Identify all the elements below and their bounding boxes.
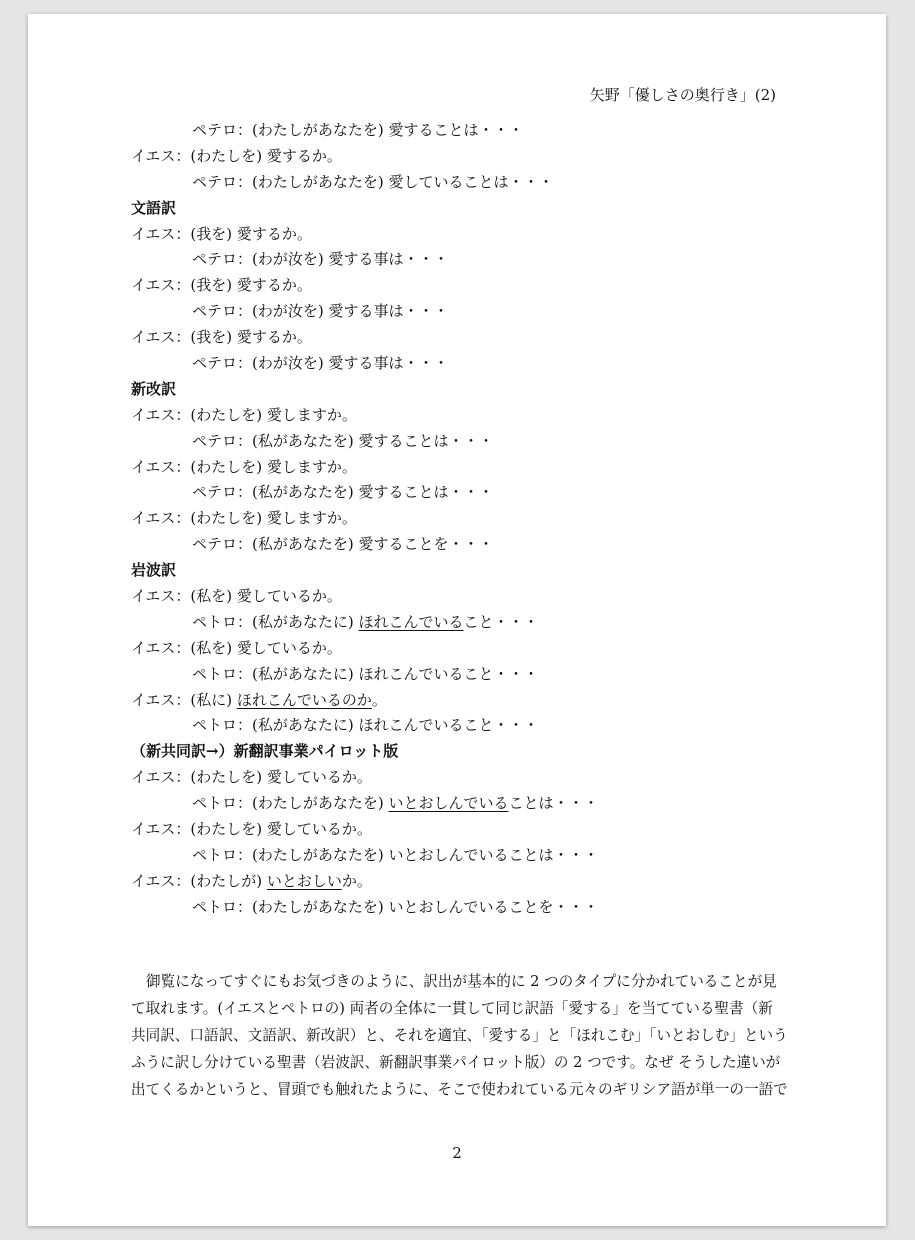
paragraph-line: 出てくるかというと、冒頭でも触れたように、そこで使われている元々のギリシア語が単一の一語で (131, 1081, 788, 1098)
dialogue-line (131, 610, 791, 636)
underlined-phrase: ほれこんでいるのか (236, 690, 372, 709)
document-page (28, 14, 886, 1226)
line-text: か。 (341, 871, 372, 890)
running-header: 矢野「優しさの奥行き」(2) (589, 86, 776, 104)
underlined-phrase: いとおしんでいる (388, 794, 509, 813)
line-text: 文語訳 (131, 198, 177, 217)
dialogue-line (131, 455, 791, 481)
dialogue-line (131, 688, 791, 714)
dialogue-line (131, 144, 791, 170)
dialogue-line (131, 765, 791, 791)
line-text: イエス：(私を) 愛しているか。 (131, 638, 342, 657)
section-heading (131, 558, 791, 584)
line-text: ペトロ：(私があなたに) ほれこんでいること・・・ (192, 664, 539, 683)
paragraph-line: 御覧になってすぐにもお気づきのように、訳出が基本的に 2 つのタイプに分かれていることが見 (146, 973, 777, 990)
line-text: イエス：(我を) 愛するか。 (131, 224, 312, 243)
dialogue-line (131, 713, 791, 739)
dialogue-line (131, 817, 791, 843)
line-text: ペテロ：(わが汝を) 愛する事は・・・ (192, 250, 449, 269)
line-text: こと・・・ (463, 612, 539, 631)
body-paragraph (131, 968, 791, 1103)
dialogue-line (131, 273, 791, 299)
line-text: イエス：(わたしを) 愛しているか。 (131, 768, 372, 787)
line-text: ペテロ：(わたしがあなたを) 愛することは・・・ (192, 121, 524, 139)
line-text: イエス：(わたしを) 愛するか。 (131, 146, 342, 165)
paragraph-line: て取れます。(イエスとペトロの) 両者の全体に一貫して同じ訳語「愛する」を当てている聖書（新 (131, 1000, 773, 1017)
dialogue-line (131, 532, 791, 558)
line-text: ペテロ：(わが汝を) 愛する事は・・・ (192, 302, 449, 321)
paragraph-line: ふうに訳し分けている聖書（岩波訳、新翻訳事業パイロット版）の 2 つです。なぜ そうした違いが (131, 1054, 781, 1071)
line-text: ペトロ：(わたしがあなたを) いとおしんでいることは・・・ (192, 845, 599, 864)
line-text: ペテロ：(わが汝を) 愛する事は・・・ (192, 354, 449, 373)
line-text: イエス：(わたしを) 愛しますか。 (131, 405, 357, 424)
section-heading (131, 739, 791, 765)
dialogue-line (131, 506, 791, 532)
section-heading (131, 196, 791, 222)
line-text: 新改訳 (131, 379, 177, 398)
dialogue-line (131, 247, 791, 273)
dialogue-line (131, 325, 791, 351)
line-text: ペトロ：(わたしがあなたを) いとおしんでいることを・・・ (192, 897, 599, 916)
dialogue-line (131, 791, 791, 817)
line-text: ペテロ：(私があなたを) 愛することは・・・ (192, 431, 494, 450)
line-text: イエス：(私に) (131, 690, 237, 709)
line-text: ペトロ：(私があなたに) (192, 612, 359, 631)
dialogue-line (131, 869, 791, 895)
line-text: イエス：(我を) 愛するか。 (131, 276, 312, 295)
line-text: イエス：(わたしが) (131, 871, 267, 890)
line-text: ペテロ：(私があなたを) 愛することを・・・ (192, 535, 494, 554)
underlined-phrase: ほれこんでいる (358, 612, 464, 631)
dialogue-line (131, 118, 791, 144)
dialogue-line (131, 480, 791, 506)
line-text: ペテロ：(わたしがあなたを) 愛していることは・・・ (192, 172, 554, 191)
line-text: イエス：(わたしを) 愛しますか。 (131, 509, 357, 528)
line-text: 岩波訳 (131, 561, 177, 580)
line-text: イエス：(わたしを) 愛しているか。 (131, 820, 372, 839)
dialogue-line (131, 843, 791, 869)
line-text: イエス：(我を) 愛するか。 (131, 328, 312, 347)
dialogue-line (131, 429, 791, 455)
page-number: 2 (452, 1144, 462, 1162)
underlined-phrase: いとおしい (266, 871, 342, 890)
dialogue-line (131, 662, 791, 688)
dialogue-line (131, 895, 791, 921)
dialogue-line (131, 636, 791, 662)
dialogue-line (131, 222, 791, 248)
section-heading (131, 377, 791, 403)
line-text: イエス：(わたしを) 愛しますか。 (131, 457, 357, 476)
line-text: ペトロ：(わたしがあなたを) (192, 794, 389, 813)
line-text: （新共同訳→）新翻訳事業パイロット版 (131, 742, 399, 761)
dialogue-line (131, 403, 791, 429)
line-text: ペテロ：(私があなたを) 愛することは・・・ (192, 483, 494, 502)
dialogue-line (131, 299, 791, 325)
dialogue-line (131, 351, 791, 377)
line-text: 。 (371, 690, 387, 709)
line-text: イエス：(私を) 愛しているか。 (131, 587, 342, 606)
line-text: ことは・・・ (508, 794, 599, 813)
paragraph-line: 共同訳、口語訳、文語訳、新改訳）と、それを適宜、「愛する」と「ほれこむ」「いとおしむ」という (131, 1027, 788, 1044)
line-text: ペトロ：(私があなたに) ほれこんでいること・・・ (192, 716, 539, 735)
dialogue-line (131, 170, 791, 196)
dialogue-line (131, 584, 791, 610)
dialogue-list (131, 118, 791, 921)
